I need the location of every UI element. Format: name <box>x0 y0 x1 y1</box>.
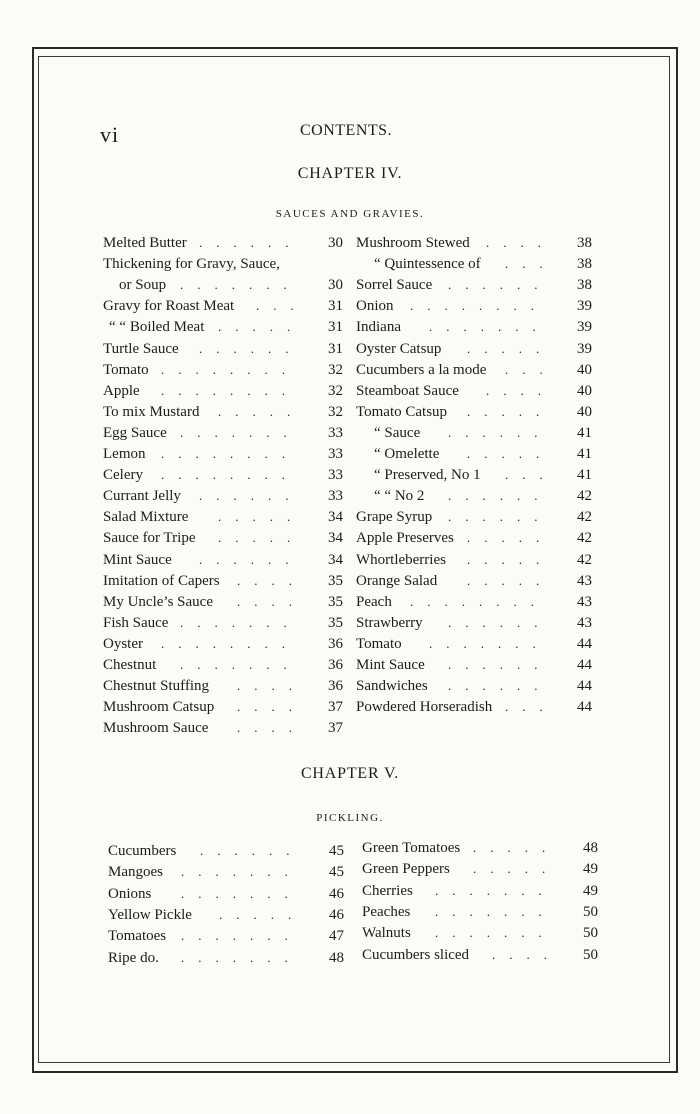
entry-page-number: 40 <box>577 361 592 378</box>
leader-dots: ....... <box>180 277 301 293</box>
contents-entry <box>103 465 343 485</box>
contents-entry <box>356 507 592 527</box>
leader-dots: ...... <box>448 488 552 504</box>
contents-entry <box>108 905 344 925</box>
leader-dots: ..... <box>218 509 305 525</box>
leader-dots: ..... <box>473 840 560 855</box>
entry-title: To mix Mustard <box>103 403 200 420</box>
contents-entry <box>103 381 343 401</box>
entry-page-number: 32 <box>328 382 343 399</box>
leader-dots: ........ <box>410 298 548 314</box>
contents-entry <box>103 528 343 548</box>
contents-entry <box>356 423 592 443</box>
chapter-4-title: CHAPTER IV. <box>297 165 403 182</box>
entry-page-number: 36 <box>328 678 343 695</box>
contents-entry <box>356 634 592 654</box>
entry-page-number: 37 <box>328 699 343 716</box>
leader-dots: ..... <box>219 906 306 922</box>
entry-page-number: 47 <box>329 928 344 945</box>
leader-dots: ........ <box>161 382 299 398</box>
contents-entry <box>356 444 592 464</box>
contents-entry <box>362 881 598 901</box>
leader-dots: ... <box>505 467 557 483</box>
entry-title: Cucumbers sliced <box>362 946 470 963</box>
entry-title: Gravy for Roast Meat <box>103 298 235 315</box>
entry-page-number: 42 <box>577 551 592 568</box>
contents-entry <box>103 360 343 380</box>
entry-page-number: 49 <box>583 861 598 878</box>
entry-title: “ “ No 2 <box>374 488 425 505</box>
entry-page-number: 34 <box>328 509 343 526</box>
entry-page-number: 37 <box>328 720 343 737</box>
entry-page-number: 45 <box>329 843 344 859</box>
entry-title: Tomato <box>356 635 402 652</box>
leader-dots: ........ <box>161 635 299 651</box>
entry-page-number: 30 <box>328 235 343 251</box>
contents-entry <box>108 862 344 882</box>
entry-title: Strawberry <box>356 614 423 631</box>
entry-title: Mint Sauce <box>103 551 172 568</box>
leader-dots: ...... <box>448 678 552 694</box>
entry-page-number: 50 <box>583 903 598 920</box>
entry-page-number: 31 <box>328 298 343 315</box>
entry-page-number: 49 <box>583 882 598 899</box>
entry-title: Sandwiches <box>356 678 428 695</box>
leader-dots: ........ <box>161 446 299 461</box>
contents-entry <box>103 486 343 506</box>
entry-page-number: 33 <box>328 446 343 462</box>
leader-dots: ..... <box>467 403 554 419</box>
contents-entry <box>356 550 592 570</box>
entry-title: Chestnut <box>103 657 157 673</box>
entry-page-number: 44 <box>577 657 592 673</box>
entry-title: Cucumbers a la mode <box>356 361 487 378</box>
entry-title: Green Tomatoes <box>362 840 461 856</box>
leader-dots: ........ <box>161 467 299 483</box>
entry-page-number: 45 <box>329 864 344 881</box>
leader-dots: ....... <box>181 949 302 965</box>
entry-title: Powdered Horseradish <box>356 699 493 716</box>
entry-page-number: 41 <box>577 467 592 484</box>
contents-entry <box>103 275 343 295</box>
entry-title: Green Peppers <box>362 861 450 878</box>
leader-dots: ..... <box>473 861 560 877</box>
entry-page-number: 38 <box>577 235 592 251</box>
contents-entry <box>103 402 343 422</box>
contents-entry <box>356 339 592 359</box>
entry-title: Celery <box>103 467 143 484</box>
entry-title: “ Omelette <box>374 446 440 462</box>
entry-page-number: 35 <box>328 572 343 589</box>
entry-page-number: 44 <box>577 678 592 695</box>
entry-title: Steamboat Sauce <box>356 382 459 399</box>
leader-dots: .... <box>237 572 306 588</box>
entry-page-number: 33 <box>328 467 343 484</box>
contents-entry <box>103 592 343 612</box>
entry-title: “ Sauce <box>374 424 421 441</box>
leader-dots: ...... <box>199 340 303 356</box>
contents-entry <box>356 655 592 675</box>
entry-title: Onions <box>108 885 152 902</box>
leader-dots: .... <box>237 699 306 715</box>
leader-dots: ..... <box>467 446 554 461</box>
entry-page-number: 32 <box>328 361 343 378</box>
entry-page-number: 31 <box>328 340 343 357</box>
entry-page-number: 34 <box>328 530 343 547</box>
contents-entry <box>356 613 592 633</box>
leader-dots: ..... <box>467 572 554 588</box>
page-number: vi <box>100 122 120 147</box>
leader-dots: ..... <box>467 530 554 546</box>
leader-dots: .... <box>492 946 561 962</box>
leader-dots: ....... <box>435 925 556 941</box>
leader-dots: ...... <box>199 551 303 567</box>
entry-page-number: 39 <box>577 319 592 336</box>
entry-title: Grape Syrup <box>356 509 433 526</box>
entry-page-number: 43 <box>577 572 592 589</box>
contents-entry <box>103 444 343 464</box>
leader-dots: .... <box>237 593 306 609</box>
contents-entry <box>362 902 598 922</box>
entry-page-number: 35 <box>328 593 343 610</box>
contents-entry <box>103 254 343 274</box>
entry-page-number: 48 <box>329 949 344 966</box>
leader-dots: ....... <box>180 657 301 672</box>
contents-entry <box>103 233 343 253</box>
contents-entry <box>108 884 344 904</box>
entry-title: “ Preserved, No 1 <box>374 467 481 484</box>
contents-entry <box>356 528 592 548</box>
entry-page-number: 39 <box>577 298 592 315</box>
entry-title: Chestnut Stuffing <box>103 678 209 695</box>
leader-dots: ....... <box>429 319 550 335</box>
leader-dots: ....... <box>429 635 550 651</box>
contents-entry <box>362 945 598 965</box>
entry-title: Tomatoes <box>108 928 167 945</box>
entry-page-number: 32 <box>328 403 343 420</box>
entry-page-number: 44 <box>577 699 592 716</box>
entry-title: Melted Butter <box>103 235 187 251</box>
leader-dots: ...... <box>199 488 303 504</box>
entry-title: Turtle Sauce <box>103 340 179 357</box>
entry-title: My Uncle’s Sauce <box>103 593 213 610</box>
contents-entry <box>356 486 592 506</box>
running-head: CONTENTS. <box>300 122 393 139</box>
entry-title: Imitation of Capers <box>103 572 220 589</box>
chapter-5-title: CHAPTER V. <box>300 765 400 782</box>
leader-dots: ........ <box>410 593 548 609</box>
entry-title: Tomato Catsup <box>356 403 448 420</box>
leader-dots: ...... <box>199 235 303 250</box>
leader-dots: ... <box>505 256 557 272</box>
contents-entry <box>103 655 343 675</box>
entry-title: “ Quintessence of <box>374 256 481 273</box>
contents-entry <box>108 926 344 946</box>
entry-page-number: 42 <box>577 509 592 526</box>
contents-entry <box>103 550 343 570</box>
contents-entry <box>103 571 343 591</box>
contents-entry <box>356 233 592 253</box>
leader-dots: .... <box>486 382 555 398</box>
entry-title: Peach <box>356 593 392 610</box>
entry-title: Sauce for Tripe <box>103 530 196 547</box>
leader-dots: ... <box>505 361 557 377</box>
entry-page-number: 36 <box>328 635 343 652</box>
leader-dots: ..... <box>467 551 554 567</box>
entry-page-number: 30 <box>328 277 343 294</box>
entry-title: Mangoes <box>108 864 163 881</box>
entry-page-number: 50 <box>583 946 598 963</box>
contents-entry <box>103 718 343 738</box>
leader-dots: ..... <box>218 319 305 335</box>
entry-title: Cucumbers <box>108 843 177 859</box>
chapter-5-section: PICKLING. <box>316 812 384 824</box>
entry-title: Mushroom Catsup <box>103 699 215 716</box>
leader-dots: ..... <box>467 340 554 356</box>
leader-dots: ....... <box>435 882 556 898</box>
contents-entry <box>356 275 592 295</box>
contents-entry <box>103 676 343 696</box>
entry-page-number: 35 <box>328 614 343 631</box>
entry-title: or Soup <box>119 277 167 294</box>
contents-entry <box>362 859 598 879</box>
entry-page-number: 31 <box>328 319 343 336</box>
contents-entry <box>108 948 344 968</box>
leader-dots: ...... <box>448 277 552 293</box>
entry-title: Mint Sauce <box>356 657 425 673</box>
entry-title: Oyster Catsup <box>356 340 442 357</box>
entry-title: Indiana <box>356 319 401 336</box>
contents-entry <box>362 923 598 943</box>
entry-title: Apple <box>103 382 140 399</box>
leader-dots: ...... <box>448 657 552 672</box>
entry-title: Fish Sauce <box>103 614 169 631</box>
contents-entry <box>356 381 592 401</box>
entry-title: Currant Jelly <box>103 488 181 505</box>
leader-dots: ....... <box>181 864 302 880</box>
leader-dots: ....... <box>181 928 302 944</box>
leader-dots: .... <box>237 720 306 736</box>
entry-page-number: 48 <box>583 840 598 856</box>
entry-title: “ “ Boiled Meat <box>109 319 205 336</box>
entry-page-number: 43 <box>577 614 592 631</box>
entry-title: Mushroom Sauce <box>103 720 209 737</box>
contents-entry <box>356 465 592 485</box>
entry-page-number: 38 <box>577 256 592 273</box>
contents-entry <box>103 339 343 359</box>
entry-page-number: 33 <box>328 424 343 441</box>
contents-entry <box>103 317 343 337</box>
leader-dots: ........ <box>161 361 299 377</box>
entry-title: Tomato <box>103 361 149 378</box>
contents-entry <box>108 841 344 861</box>
contents-entry <box>103 634 343 654</box>
leader-dots: ...... <box>200 843 304 858</box>
entry-title: Yellow Pickle <box>108 906 192 923</box>
contents-entry <box>356 592 592 612</box>
entry-title: Sorrel Sauce <box>356 277 433 294</box>
leader-dots: .... <box>237 678 306 694</box>
contents-entry <box>356 254 592 274</box>
entry-page-number: 44 <box>577 635 592 652</box>
leader-dots: ..... <box>218 403 305 419</box>
entry-page-number: 42 <box>577 530 592 547</box>
contents-entry <box>103 423 343 443</box>
entry-page-number: 39 <box>577 340 592 357</box>
entry-title: Whortleberries <box>356 551 446 568</box>
entry-title: Apple Preserves <box>356 530 454 547</box>
contents-entry <box>103 507 343 527</box>
entry-page-number: 42 <box>577 488 592 505</box>
entry-page-number: 36 <box>328 657 343 673</box>
entry-page-number: 38 <box>577 277 592 294</box>
leader-dots: ...... <box>448 424 552 440</box>
entry-page-number: 46 <box>329 885 344 902</box>
entry-page-number: 46 <box>329 906 344 923</box>
leader-dots: ..... <box>218 530 305 546</box>
entry-title: Ripe do. <box>108 949 159 966</box>
contents-entry <box>356 296 592 316</box>
entry-page-number: 41 <box>577 424 592 441</box>
leader-dots: ....... <box>180 424 301 440</box>
entry-page-number: 41 <box>577 446 592 462</box>
entry-title: Peaches <box>362 903 411 920</box>
entry-title: Egg Sauce <box>103 424 167 441</box>
entry-title: Salad Mixture <box>103 509 189 526</box>
entry-page-number: 50 <box>583 925 598 942</box>
entry-page-number: 40 <box>577 382 592 399</box>
leader-dots: ....... <box>180 614 301 630</box>
entry-title: Orange Salad <box>356 572 438 589</box>
entry-title: Oyster <box>103 635 143 652</box>
entry-title: Cherries <box>362 882 413 899</box>
contents-entry <box>356 360 592 380</box>
contents-entry <box>356 697 592 717</box>
leader-dots: ...... <box>448 509 552 525</box>
entry-page-number: 34 <box>328 551 343 568</box>
entry-page-number: 33 <box>328 488 343 505</box>
contents-entry <box>356 571 592 591</box>
leader-dots: .... <box>486 235 555 250</box>
contents-entry <box>356 317 592 337</box>
entry-title: Mushroom Stewed <box>356 235 470 251</box>
leader-dots: ....... <box>435 903 556 919</box>
contents-entry <box>103 296 343 316</box>
contents-entry <box>356 676 592 696</box>
entry-page-number: 40 <box>577 403 592 420</box>
entry-title: Walnuts <box>362 925 411 942</box>
entry-title: Thickening for Gravy, Sauce, <box>103 256 280 273</box>
contents-entry <box>362 838 598 858</box>
chapter-4-section: SAUCES AND GRAVIES. <box>275 208 425 220</box>
contents-entry <box>356 402 592 422</box>
entry-title: Onion <box>356 298 394 315</box>
leader-dots: ...... <box>448 614 552 630</box>
contents-entry <box>103 613 343 633</box>
entry-page-number: 43 <box>577 593 592 610</box>
leader-dots: ... <box>505 699 557 715</box>
leader-dots: ... <box>256 298 308 314</box>
contents-entry <box>103 697 343 717</box>
entry-title: Lemon <box>103 446 146 462</box>
leader-dots: ....... <box>181 885 302 901</box>
